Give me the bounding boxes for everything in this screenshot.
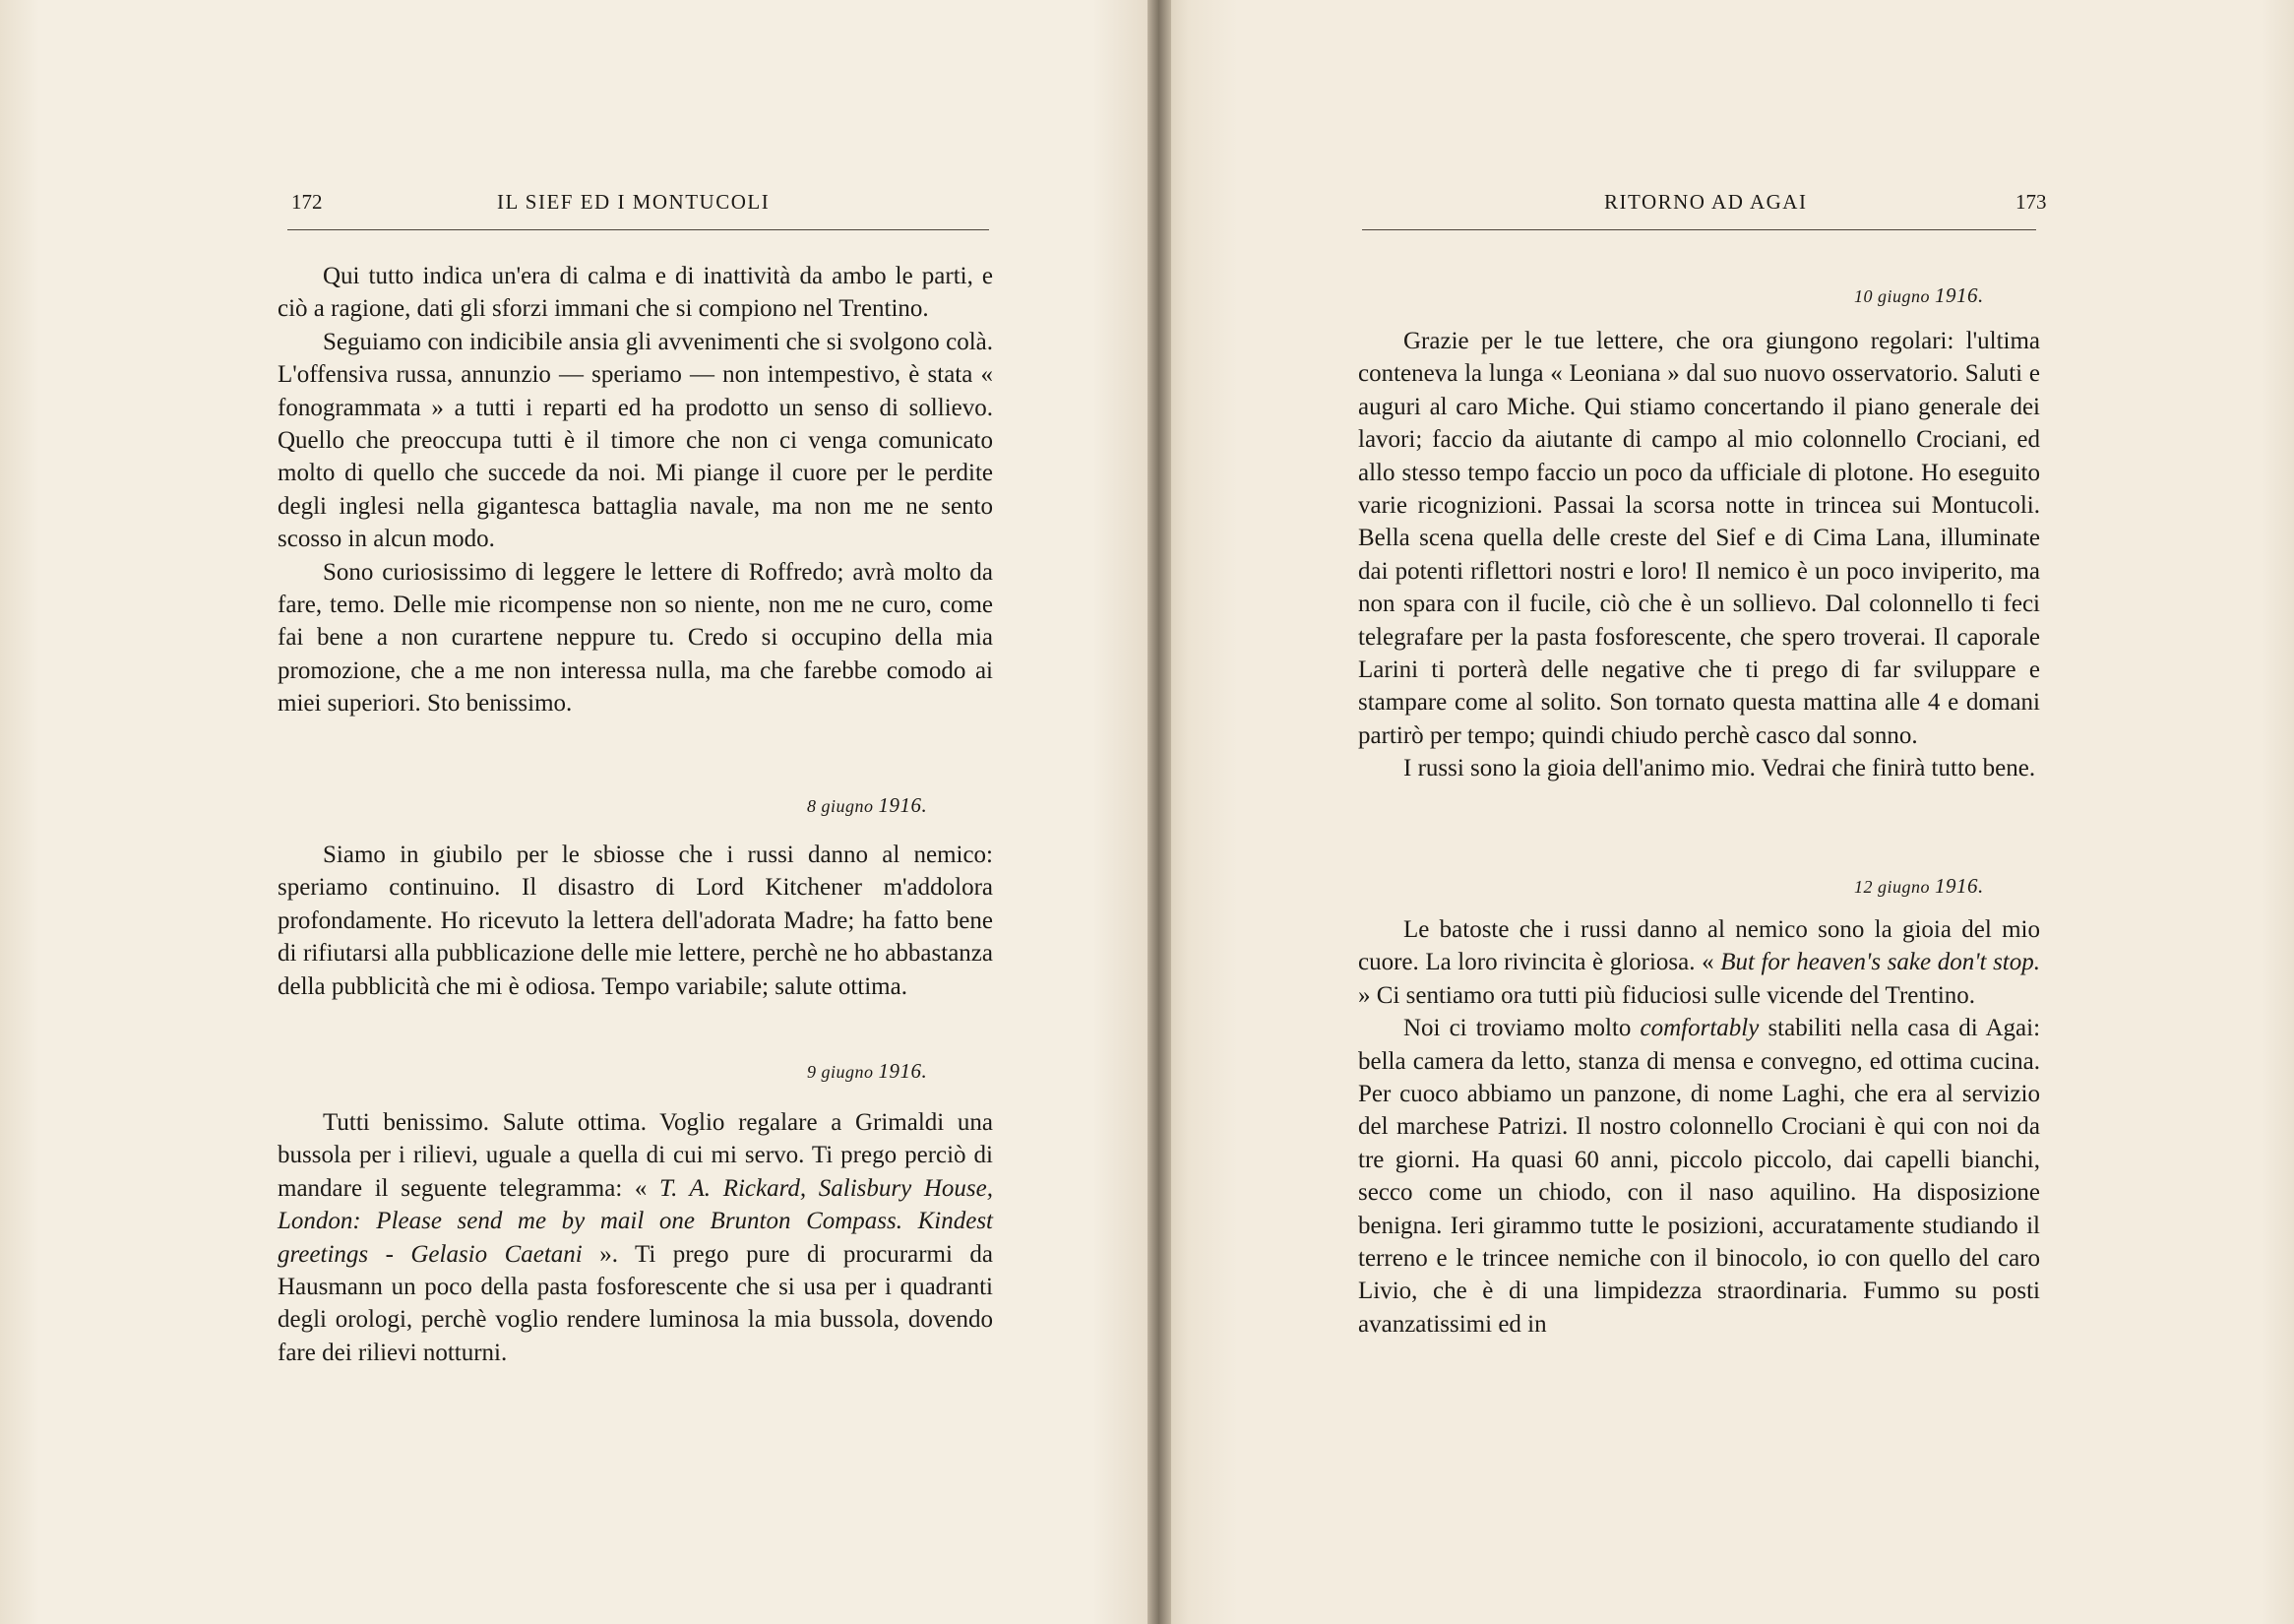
text-run: Noi ci troviamo molto <box>1403 1015 1632 1042</box>
paragraph: Siamo in giubilo per le sbiosse che i russi danno al nemico: speriamo continuino. Il disastro di Lord Kitchener m'addolora profondamente. Ho ricevuto la lettera dell'adorata Madre; ha fatto bene di rifiutarsi alla pubblicazione delle mie lettere, perchè ne ho abbastanza della pubblicità che mi è odiosa. Tempo variabile; salute ottima. <box>278 842 993 1000</box>
entry-text <box>1358 913 2040 1341</box>
running-head-left: IL SIEF ED I MONTUCOLI <box>497 190 771 214</box>
entry-text <box>278 839 993 1003</box>
italic-text: comfortably <box>1640 1015 1760 1042</box>
paragraph <box>1358 913 2040 1012</box>
italic-text: T. A. Rickard, Salisbury House, London: Please send me by mail one Brunton Compass. Kindest greetings - Gelasio Caetani <box>278 1174 993 1268</box>
header-rule-right <box>1362 229 2036 230</box>
paragraph: Sono curiosissimo di leggere le lettere di Roffredo; avrà molto da fare, temo. Delle mie ricompense non so niente, non me ne curo, come fai bene a non curartene neppure tu. Credo si occupino della mia promozione, che a me non interessa nulla, ma che farebbe comodo ai miei superiori. Sto benissimo. <box>278 558 993 718</box>
italic-text: But for heaven's sake don't stop. <box>1720 949 2040 976</box>
entry-date <box>807 793 927 818</box>
entry-date <box>1854 874 1984 899</box>
entry-text <box>278 1106 993 1369</box>
date-year: 1916. <box>1935 283 1984 307</box>
date-day: 8 giugno <box>807 796 874 816</box>
right-page <box>1159 0 2294 1624</box>
date-year: 1916. <box>1935 874 1984 898</box>
text-run: ». Ti prego pure di procurarmi da Hausmann un poco della pasta fosforescente che si usa per i quadranti degli orologi, perchè voglio rendere luminosa la mia bussola, dovendo fare dei rilievi notturni. <box>278 1240 993 1366</box>
running-head-right: RITORNO AD AGAI <box>1604 190 1808 214</box>
book-gutter <box>1147 0 1171 1624</box>
date-year: 1916. <box>878 793 928 817</box>
date-day: 12 giugno <box>1854 877 1931 897</box>
page-number-right: 173 <box>2015 190 2047 214</box>
date-day: 10 giugno <box>1854 286 1931 306</box>
entry-text <box>1358 325 2040 785</box>
entry-date <box>1854 283 1984 308</box>
text-run: stabiliti nella casa di Agai: bella camera da letto, stanza di mensa e convegno, ed ottima cucina. Per cuoco abbiamo un panzone, di nome Laghi, che era al servizio del marchese Patrizi. Il nostro colonnello Crociani è qui con noi da tre giorni. Ha quasi 60 anni, piccolo piccolo, dai capelli bianchi, secco come un chiodo, con il naso aquilino. Ha disposizione benigna. Ieri girammo tutte le posizioni, accuratamente studiando il terreno e le trincee nemiche con il binocolo, io con quello del caro Livio, che è di una limpidezza straordinaria. Fummo su posti avanzatissimi ed in <box>1358 1015 2041 1338</box>
text-run: Tutti benissimo. Salute ottima. Voglio regalare a Grimaldi una bussola per i rilievi, uguale a quella di cui mi servo. Ti prego perciò di mandare il seguente telegramma: « <box>278 1109 993 1202</box>
paragraph: Grazie per le tue lettere, che ora giungono regolari: l'ultima conteneva la lunga « Leoniana » dal suo nuovo osservatorio. Saluti e auguri al caro Miche. Qui stiamo concertando il piano generale dei lavori; faccio da aiutante di campo al mio colonnello Crociani, ed allo stesso tempo faccio un poco da ufficiale di plotone. Ho eseguito varie ricognizioni. Passai la scorsa notte in trincea sui Montucoli. Bella scena quella delle creste del Sief e di Cima Lana, illuminate dai potenti riflettori nostri e loro! Il nemico è un poco inviperito, ma non spara con il fucile, ciò che è un sollievo. Dal colonnello ti feci telegrafare per la pasta fosforescente, che spero troverai. Il caporale Larini ti porterà delle negative che ti prego di far sviluppare e stampare come al solito. Son tornato questa mattina alle 4 e domani partirò per tempo; quindi chiudo perchè casco dal sonno. <box>1358 328 2040 749</box>
paragraph <box>278 1106 993 1369</box>
paragraph: I russi sono la gioia dell'animo mio. Vedrai che finirà tutto bene. <box>1403 755 2036 782</box>
paragraph: Seguiamo con indicibile ansia gli avvenimenti che si svolgono colà. L'offensiva russa, annunzio — speriamo — non intempestivo, è stata « fonogrammata » a tutti i reparti ed ha prodotto un senso di sollievo. Quello che preoccupa tutti è il timore che non ci venga comunicato molto di quello che succede da noi. Mi piange il cuore per le perdite degli inglesi nella gigantesca battaglia navale, ma non me ne sento scosso in alcun modo. <box>278 328 993 553</box>
paragraph: Qui tutto indica un'era di calma e di inattività da ambo le parti, e ciò a ragione, dati gli sforzi immani che si compiono nel Trentino. <box>278 263 993 323</box>
paragraph <box>1358 1012 2040 1341</box>
opening-text <box>278 260 993 720</box>
entry-date <box>807 1059 927 1084</box>
date-day: 9 giugno <box>807 1062 874 1082</box>
text-run: Le batoste che i russi danno al nemico sono la gioia del mio cuore. La loro rivincita è gloriosa. « <box>1358 916 2040 976</box>
date-year: 1916. <box>878 1059 928 1083</box>
text-run: » Ci sentiamo ora tutti più fiduciosi sulle vicende del Trentino. <box>1358 981 1976 1009</box>
header-rule-left <box>287 229 989 230</box>
page-number-left: 172 <box>291 190 323 214</box>
